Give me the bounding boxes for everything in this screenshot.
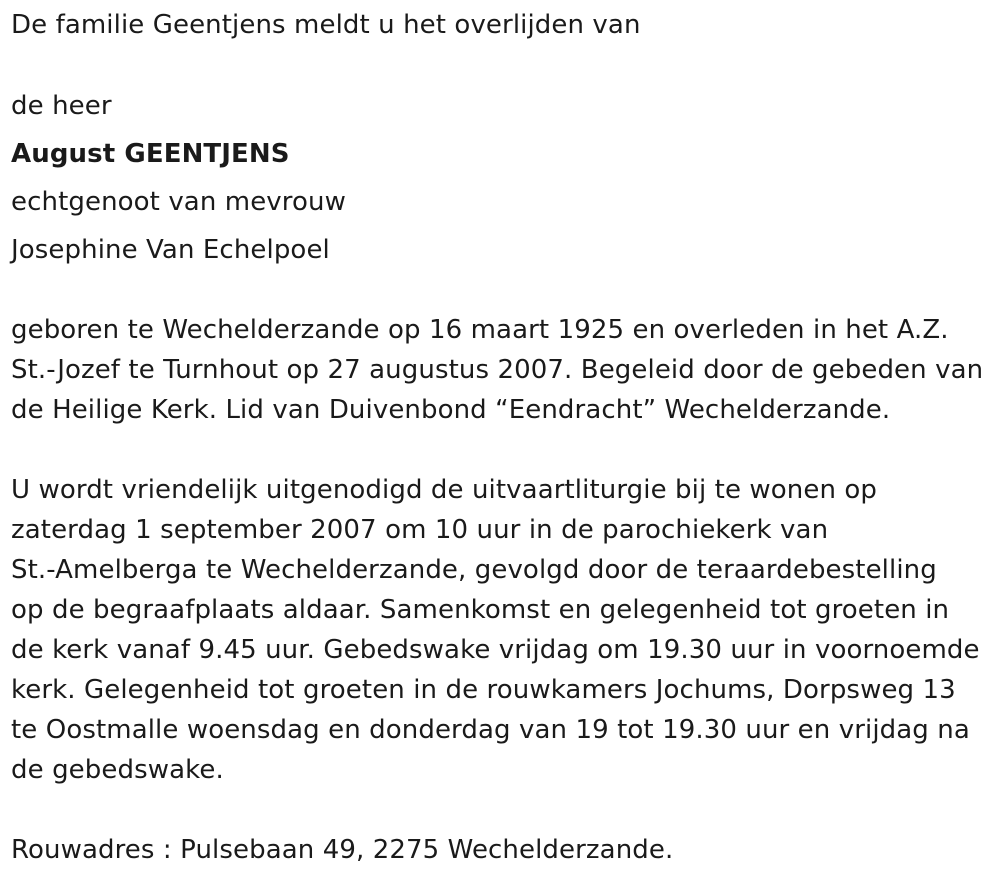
paragraph-line: U wordt vriendelijk uitgenodigd de uitvaartliturgie bij te wonen op [11,475,878,505]
spouse-name: Josephine Van Echelpoel [11,235,330,265]
paragraph-line: de gebedswake. [11,755,224,785]
paragraph-line: de Heilige Kerk. Lid van Duivenbond “Eendracht” Wechelderzande. [11,395,891,425]
paragraph-line: geboren te Wechelderzande op 16 maart 1925 en overleden in het A.Z. [11,315,949,345]
mourning-address: Rouwadres : Pulsebaan 49, 2275 Wechelderzande. [11,835,674,865]
paragraph-line: St.-Amelberga te Wechelderzande, gevolgd door de teraardebestelling [11,555,937,585]
spouse-label: echtgenoot van mevrouw [11,187,346,217]
paragraph-line: St.-Jozef te Turnhout op 27 augustus 2007. Begeleid door de gebeden van [11,355,984,385]
intro-text: De familie Geentjens meldt u het overlijden van [11,10,641,40]
paragraph-line: zaterdag 1 september 2007 om 10 uur in de parochiekerk van [11,515,829,545]
deceased-name: August GEENTJENS [11,139,290,169]
paragraph-line: te Oostmalle woensdag en donderdag van 19 tot 19.30 uur en vrijdag na [11,715,970,745]
paragraph-line: de kerk vanaf 9.45 uur. Gebedswake vrijdag om 19.30 uur in voornoemde [11,635,980,665]
paragraph-line: kerk. Gelegenheid tot groeten in de rouwkamers Jochums, Dorpsweg 13 [11,675,956,705]
paragraph-line: op de begraafplaats aldaar. Samenkomst en gelegenheid tot groeten in [11,595,950,625]
salutation: de heer [11,91,112,121]
